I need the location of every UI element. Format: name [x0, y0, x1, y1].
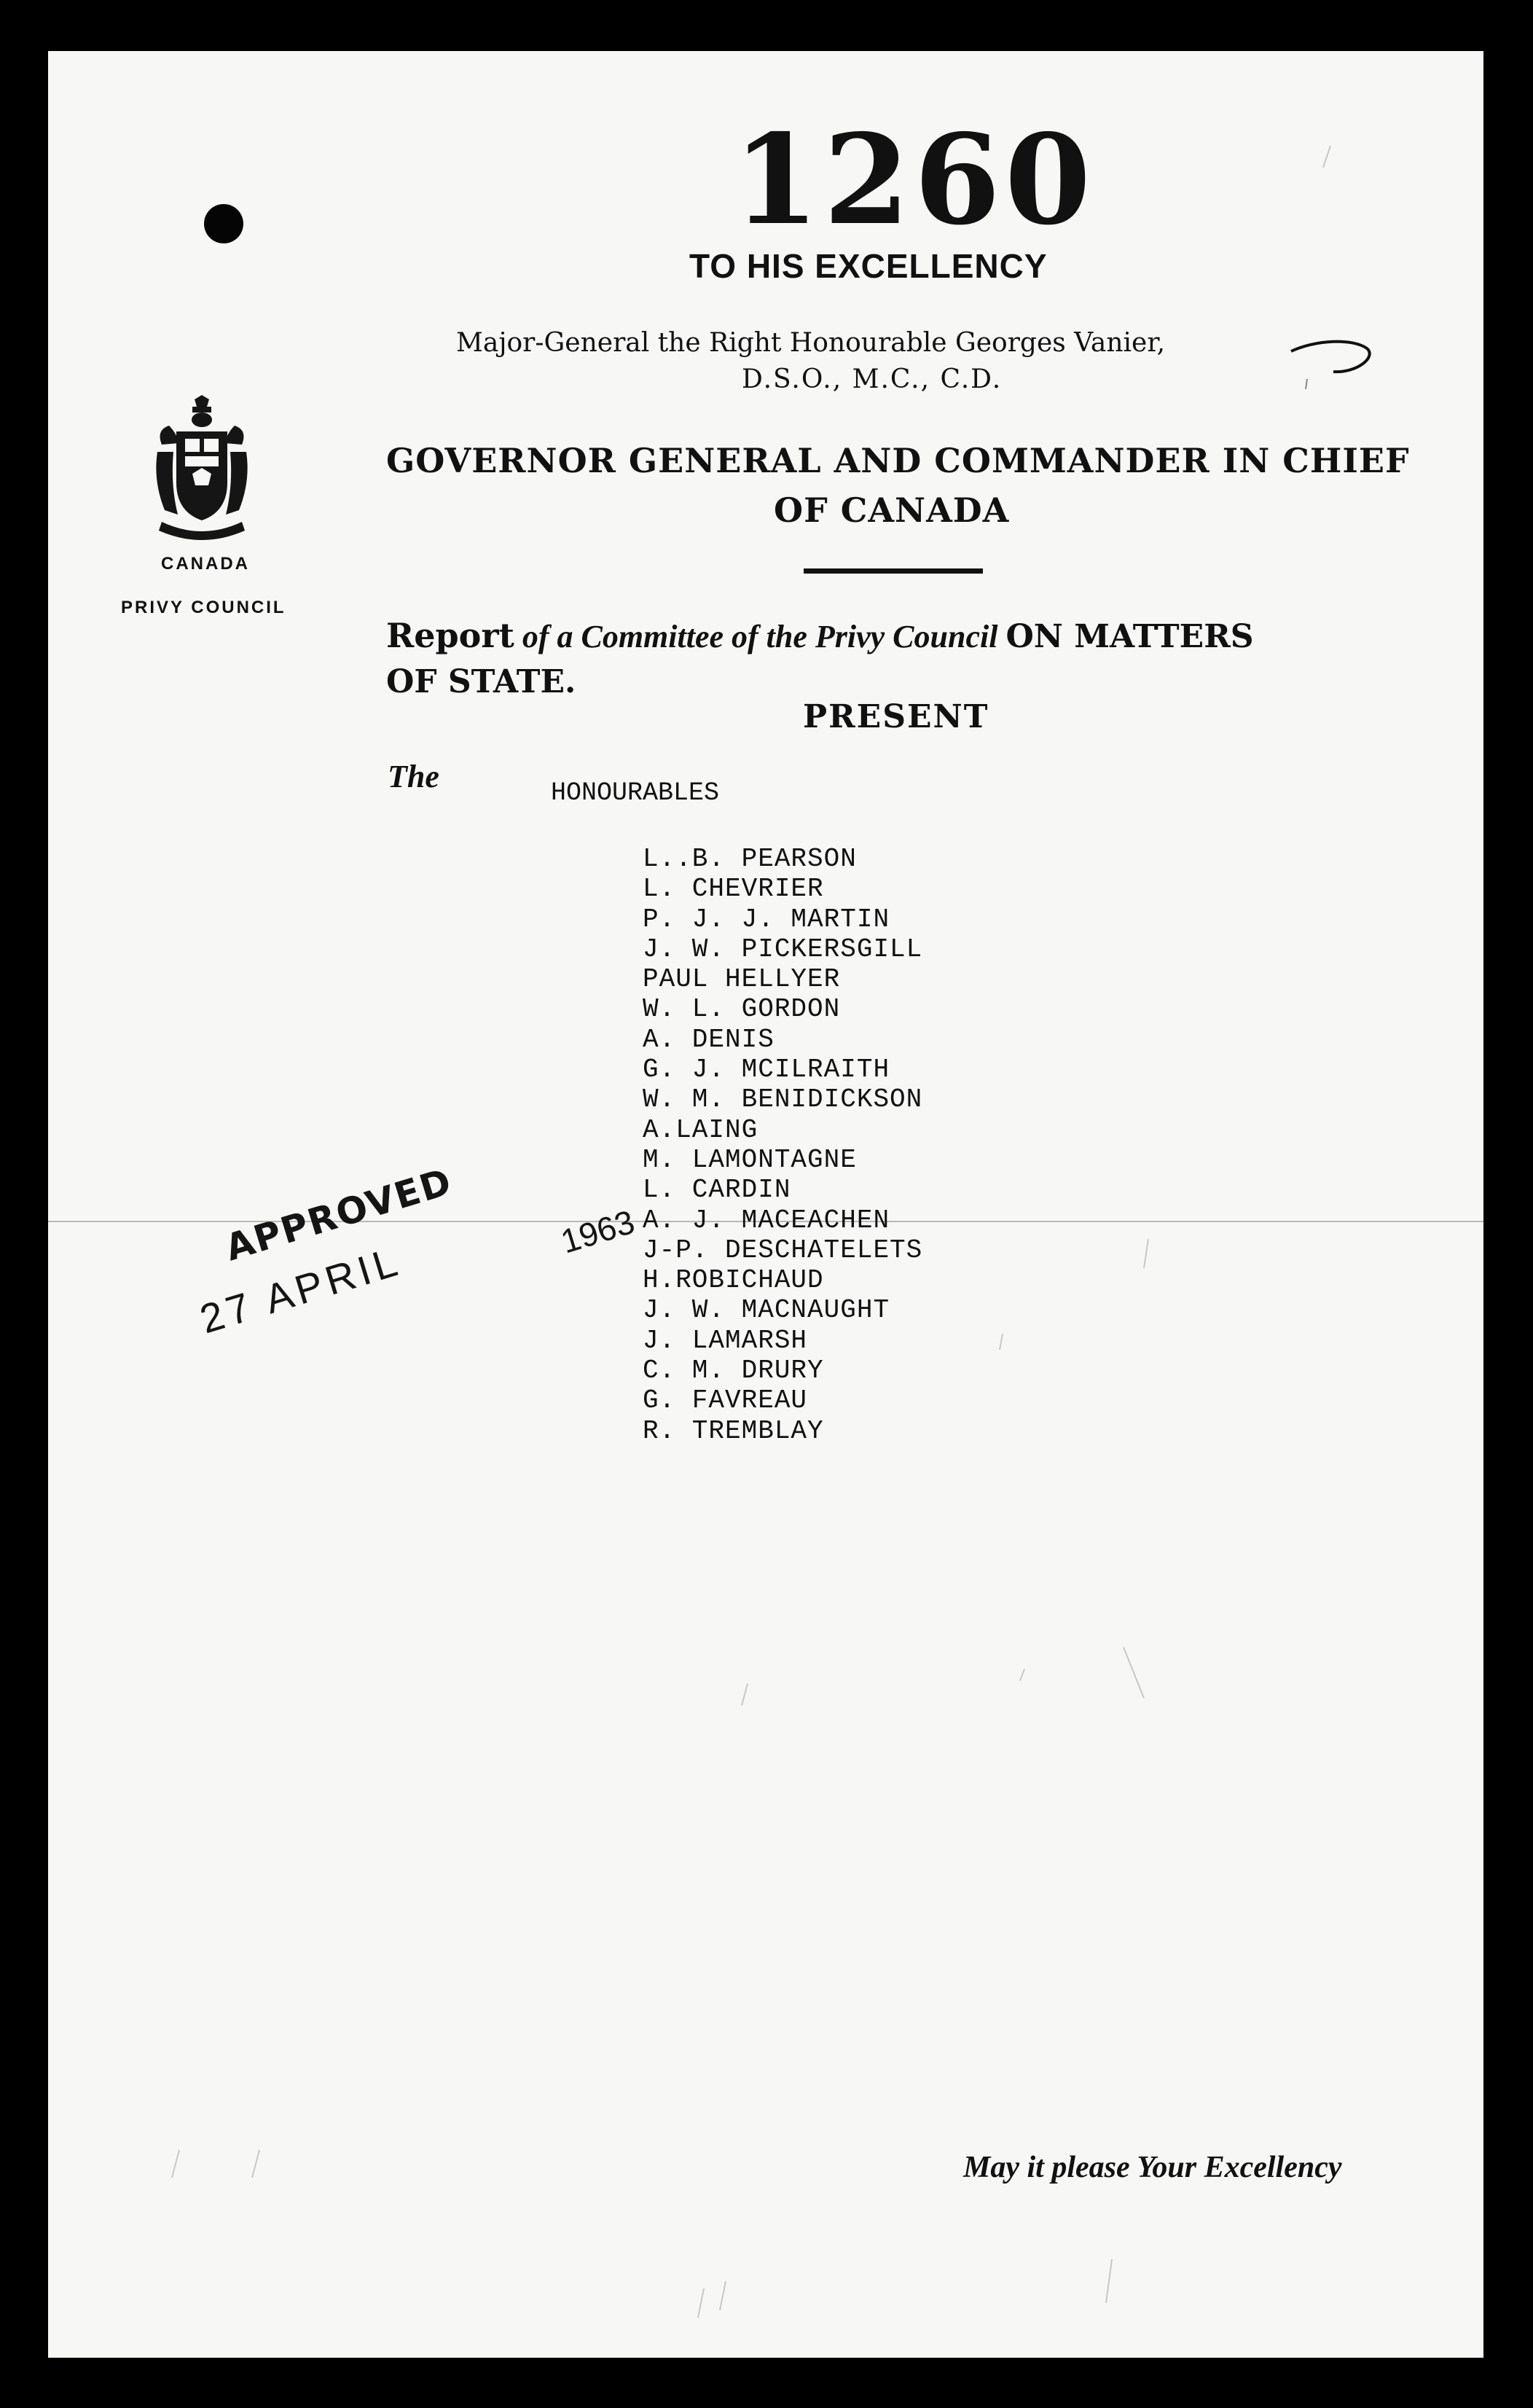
report-word: Report: [386, 616, 514, 655]
list-item: J. LAMARSH: [643, 1325, 808, 1356]
list-item: W. L. GORDON: [643, 994, 841, 1025]
crest-body-label: PRIVY COUNCIL: [121, 598, 286, 617]
list-item: L. CARDIN: [643, 1175, 791, 1205]
list-item: A. J. MACEACHEN: [643, 1205, 890, 1235]
title-divider: [804, 568, 983, 574]
list-item: C. M. DRURY: [643, 1356, 824, 1386]
document-page: [48, 51, 1483, 2358]
report-heading-line-2: OF STATE.: [386, 663, 576, 700]
list-item: P. J. J. MARTIN: [643, 904, 890, 934]
handwritten-initial-mark: [1287, 335, 1389, 394]
report-italic-text: of a Committee of the Privy Council: [514, 619, 1006, 654]
governor-general-honours: D.S.O., M.C., C.D.: [742, 364, 1003, 394]
stamp-status: APPROVED: [220, 1160, 458, 1270]
list-item: L..B. PEARSON: [643, 844, 857, 874]
addressee-heading: TO HIS EXCELLENCY: [689, 247, 1048, 285]
crest-country-label: CANADA: [161, 554, 250, 574]
list-item: A.LAING: [643, 1114, 758, 1145]
coat-of-arms-icon: [147, 394, 256, 547]
stamp-date-day-month: 27 APRIL: [195, 1238, 407, 1342]
list-item: R. TREMBLAY: [643, 1415, 824, 1446]
honourables-label: HONOURABLES: [551, 778, 720, 808]
list-item: J-P. DESCHATELETS: [643, 1235, 923, 1265]
list-item: M. LAMONTAGNE: [643, 1144, 857, 1175]
report-heading: [386, 616, 1254, 655]
report-caps-text: ON MATTERS: [1005, 618, 1254, 655]
present-heading: PRESENT: [803, 698, 989, 735]
closing-salutation: May it please Your Excellency: [963, 2151, 1342, 2184]
list-item: PAUL HELLYER: [643, 964, 841, 995]
list-item: H.ROBICHAUD: [643, 1265, 824, 1296]
stamp-date-year: 1963: [556, 1202, 639, 1261]
order-number: 1260: [733, 107, 1096, 253]
list-item: J. W. PICKERSGILL: [643, 934, 923, 964]
the-label: The: [388, 759, 439, 794]
list-item: W. M. BENIDICKSON: [643, 1084, 923, 1115]
office-title-line-1: GOVERNOR GENERAL AND COMMANDER IN CHIEF: [386, 441, 1410, 480]
list-item: A. DENIS: [643, 1024, 775, 1055]
list-item: G. FAVREAU: [643, 1385, 808, 1416]
approval-stamp: [157, 1137, 682, 1356]
office-title-line-2: OF CANADA: [774, 490, 1010, 530]
council-member-list: [643, 844, 922, 1446]
list-item: J. W. MACNAUGHT: [643, 1295, 890, 1326]
list-item: G. J. MCILRAITH: [643, 1055, 890, 1085]
list-item: L. CHEVRIER: [643, 874, 824, 904]
governor-general-name: Major-General the Right Honourable Georges Vanier,: [456, 328, 1166, 358]
